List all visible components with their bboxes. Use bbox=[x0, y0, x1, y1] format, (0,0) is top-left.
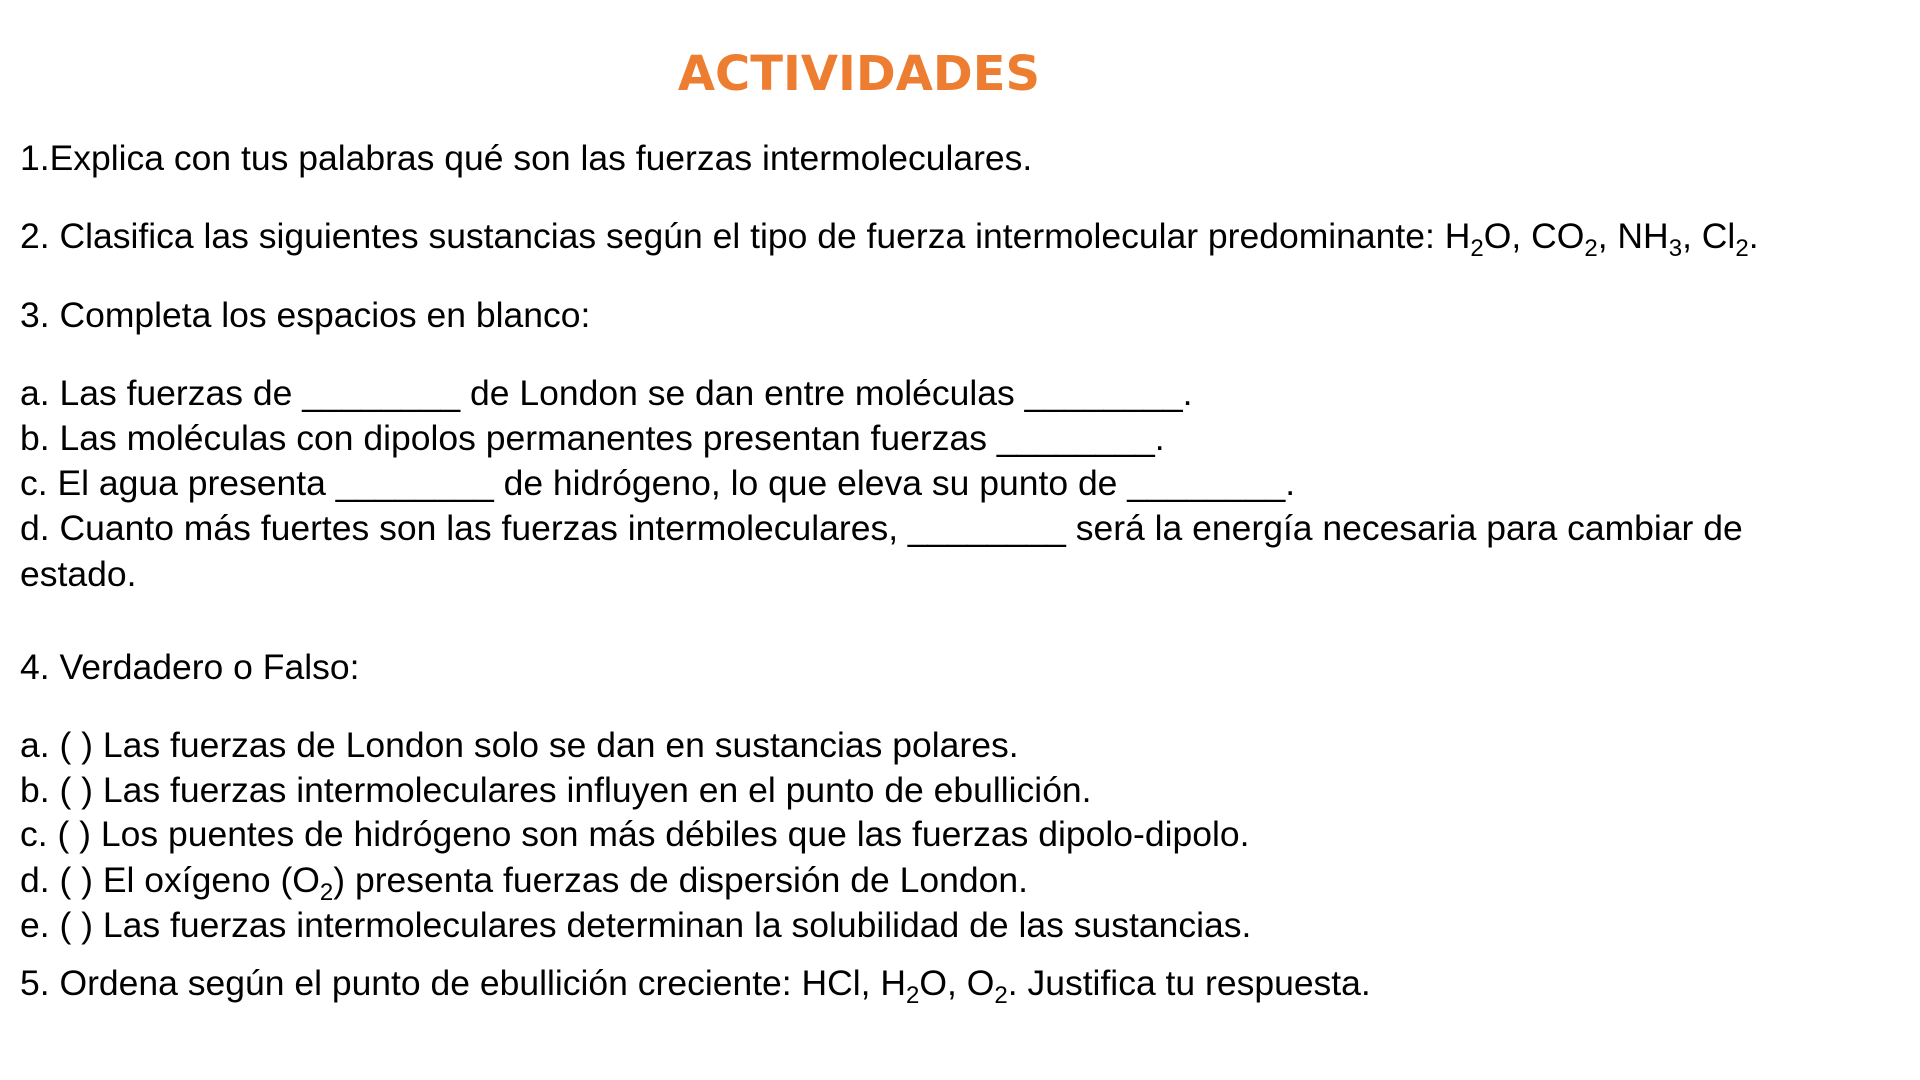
question-4c: c. ( ) Los puentes de hidrógeno son más débiles que las fuerzas dipolo-dipolo. bbox=[20, 814, 1250, 854]
page-title: ACTIVIDADES bbox=[677, 46, 1041, 102]
question-4e: e. ( ) Las fuerzas intermoleculares determinan la solubilidad de las sustancias. bbox=[20, 905, 1252, 945]
formula-cl2: $Cl_2$ bbox=[1701, 216, 1749, 262]
question-3a: a. Las fuerzas de ________ de London se dan entre moléculas ________. bbox=[20, 373, 1193, 413]
answer-box[interactable]: ( ) bbox=[59, 770, 93, 810]
question-4-heading: 4. Verdadero o Falso: bbox=[20, 647, 360, 687]
fill-blank[interactable]: ________ bbox=[907, 508, 1066, 548]
question-1: 1.Explica con tus palabras qué son las fuerzas intermoleculares. bbox=[20, 138, 1033, 178]
question-4d: d. ( ) El oxígeno $(O_2)$ presenta fuerzas de dispersión de London. bbox=[20, 860, 1028, 906]
fill-blank[interactable]: ________ bbox=[335, 463, 494, 503]
question-3-heading: 3. Completa los espacios en blanco: bbox=[20, 295, 591, 335]
answer-box[interactable]: ( ) bbox=[59, 725, 93, 765]
question-3d: d. Cuanto más fuertes son las fuerzas intermoleculares, ________ será la energía necesaria para cambiar de bbox=[20, 508, 1743, 548]
formula-co2: $CO_2$ bbox=[1531, 216, 1598, 262]
question-2-text: 2. Clasifica las siguientes sustancias según el tipo de fuerza intermolecular predominante: bbox=[20, 216, 1445, 256]
fill-blank[interactable]: ________ bbox=[302, 373, 461, 413]
question-4a: a. ( ) Las fuerzas de London solo se dan en sustancias polares. bbox=[20, 725, 1019, 765]
answer-box[interactable]: ( ) bbox=[59, 860, 93, 900]
fill-blank[interactable]: ________ bbox=[1024, 373, 1183, 413]
question-4b: b. ( ) Las fuerzas intermoleculares influyen en el punto de ebullición. bbox=[20, 770, 1092, 810]
fill-blank[interactable]: ________ bbox=[996, 418, 1155, 458]
question-3c: c. El agua presenta ________ de hidrógeno, lo que eleva su punto de ________. bbox=[20, 463, 1296, 503]
answer-box[interactable]: ( ) bbox=[57, 814, 91, 854]
question-5: 5. Ordena según el punto de ebullición creciente: HCl, $H_2O$, $O_2$. Justifica tu respuesta. bbox=[20, 963, 1371, 1009]
question-3b: b. Las moléculas con dipolos permanentes presentan fuerzas ________. bbox=[20, 418, 1165, 458]
formula-nh3: $NH_3$ bbox=[1617, 216, 1683, 262]
question-3d-continuation: estado. bbox=[20, 554, 137, 594]
answer-box[interactable]: ( ) bbox=[59, 905, 93, 945]
fill-blank[interactable]: ________ bbox=[1127, 463, 1286, 503]
question-2: 2. Clasifica las siguientes sustancias según el tipo de fuerza intermolecular predominante: $H_2O$, $CO_2$, $NH_3$, $Cl_2$. bbox=[20, 216, 1759, 262]
formula-h2o: $H_2O$ bbox=[1444, 216, 1512, 262]
